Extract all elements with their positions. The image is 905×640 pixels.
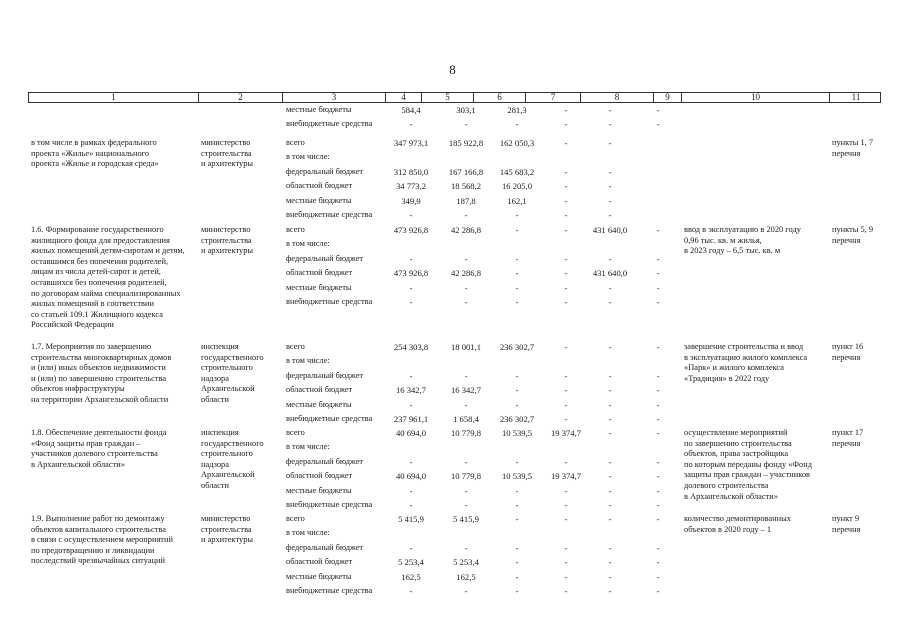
indicator-reference: пункт 17 перечня	[832, 428, 864, 448]
amount-c4: 473 926,8	[393, 268, 429, 279]
amount-c4: 5 415,9	[398, 514, 424, 524]
amount-c6: 145 683,2	[499, 166, 535, 177]
amount-c6: -	[515, 282, 519, 293]
amount-c5: -	[464, 297, 468, 307]
expected-result: ввод в эксплуатацию в 2020 году 0,96 тыс. кв. м жилья, в 2023 году – 6,5 тыс. кв. м	[684, 225, 801, 256]
amount-c6: -	[515, 119, 519, 130]
amount-c9: -	[656, 485, 660, 496]
activity-name: 1.7. Мероприятия по завершению строительства многоквартирных домов и (или) иных объектов недвижимости и (или) по завершению строительства объектов инфраструктуры на территории Архангельской области	[31, 342, 172, 404]
indicator-reference: пункт 16 перечня	[832, 342, 864, 362]
amount-c5: -	[464, 210, 468, 220]
funding-source-label: в том числе:	[286, 239, 330, 249]
amount-c4: 473 926,8	[393, 225, 429, 235]
funding-source-label: внебюджетные средства	[286, 119, 373, 129]
header-col-4: 4	[386, 93, 422, 102]
amount-c6: -	[515, 370, 519, 381]
amount-c9: -	[656, 500, 660, 510]
amount-c4: -	[409, 586, 413, 596]
amount-c8: -	[608, 399, 612, 410]
amount-c5: 5 415,9	[453, 514, 479, 524]
amount-c8: -	[608, 282, 612, 293]
amount-c7: -	[564, 557, 568, 568]
amount-c7: -	[564, 138, 568, 148]
expected-result: завершение строительства и ввод в эксплуатацию жилого комплекса «Парк» и жилого комплекса «Традиция» в 2022 году	[684, 342, 808, 383]
amount-c5: 187,8	[456, 195, 476, 206]
amount-c8: -	[608, 297, 612, 307]
funding-source-label: в том числе:	[286, 356, 330, 366]
amount-c8: -	[608, 138, 612, 148]
amount-c7: -	[564, 456, 568, 467]
amount-c9: -	[656, 557, 660, 568]
amount-c4: 40 694,0	[395, 428, 427, 438]
funding-source-label: всего	[286, 514, 305, 523]
funding-source-label: местные бюджеты	[286, 571, 352, 581]
amount-c6: 10 539,5	[501, 428, 533, 438]
amount-c4: 347 973,1	[393, 138, 429, 148]
amount-c9: -	[656, 542, 660, 553]
amount-c9: -	[656, 119, 660, 130]
amount-c8: -	[608, 181, 612, 192]
amount-c5: 42 286,8	[450, 268, 482, 279]
amount-c7: -	[564, 485, 568, 496]
amount-c5: 1 658,4	[453, 414, 479, 424]
amount-c7: -	[564, 181, 568, 192]
amount-c5: -	[464, 456, 468, 467]
amount-c8: -	[608, 414, 612, 424]
amount-c4: 5 253,4	[398, 557, 424, 568]
amount-c6: 10 539,5	[501, 471, 533, 482]
amount-c8: -	[608, 385, 612, 396]
activity-name: 1.9. Выполнение работ по демонтажу объектов капитального строительства в связи с осуществлением мероприятий по предотвращению и ликвидации последствий чрезвычайных ситуаций	[31, 514, 173, 566]
funding-source-label: областной бюджет	[286, 385, 353, 395]
amount-c5: 10 779,8	[450, 428, 482, 438]
amount-c8: -	[608, 485, 612, 496]
amount-c4: -	[409, 500, 413, 510]
amount-c4: -	[409, 485, 413, 496]
amount-c4: -	[409, 119, 413, 130]
amount-c9: -	[656, 370, 660, 381]
amount-c6: -	[515, 557, 519, 568]
header-col-5: 5	[422, 93, 474, 102]
amount-c8: -	[608, 542, 612, 553]
funding-source-label: всего	[286, 342, 305, 351]
amount-c8: -	[608, 471, 612, 482]
amount-c5: 18 568,2	[450, 181, 482, 192]
amount-c9: -	[656, 514, 660, 524]
amount-c5: -	[464, 542, 468, 553]
amount-c9: -	[656, 571, 660, 582]
amount-c7: -	[564, 225, 568, 235]
header-col-8: 8	[581, 93, 654, 102]
amount-c5: 185 922,8	[448, 138, 484, 148]
amount-c9: -	[656, 399, 660, 410]
amount-c7: -	[564, 385, 568, 396]
amount-c6: -	[515, 542, 519, 553]
amount-c6: -	[515, 297, 519, 307]
funding-source-label: федеральный бюджет	[286, 253, 364, 263]
funding-source-label: местные бюджеты	[286, 282, 352, 292]
amount-c5: 162,5	[456, 571, 476, 582]
amount-c6: 162,1	[507, 195, 527, 206]
amount-c7: -	[564, 268, 568, 279]
amount-c5: 10 779,8	[450, 471, 482, 482]
header-col-9: 9	[654, 93, 682, 102]
amount-c4: -	[409, 297, 413, 307]
amount-c5: -	[464, 119, 468, 130]
amount-c7: -	[564, 210, 568, 220]
amount-c8: -	[608, 253, 612, 264]
funding-source-label: в том числе:	[286, 528, 330, 538]
amount-c8: -	[608, 428, 612, 438]
amount-c4: 34 773,2	[395, 181, 427, 192]
funding-source-label: местные бюджеты	[286, 399, 352, 409]
amount-c9: -	[656, 471, 660, 482]
funding-source-label: федеральный бюджет	[286, 166, 364, 176]
amount-c4: 162,5	[401, 571, 421, 582]
amount-c7: 19 374,7	[550, 471, 582, 482]
amount-c7: -	[564, 282, 568, 293]
amount-c4: -	[409, 253, 413, 264]
amount-c6: -	[515, 500, 519, 510]
funding-source-label: всего	[286, 428, 305, 437]
amount-c7: 19 374,7	[550, 428, 582, 438]
amount-c8: -	[608, 342, 612, 352]
funding-source-label: всего	[286, 138, 305, 147]
amount-c9: -	[656, 225, 660, 235]
responsible-executor: инспекция государственного строительного надзора Архангельской области	[201, 428, 264, 490]
page-number: 8	[449, 62, 456, 77]
funding-source-label: внебюджетные средства	[286, 297, 373, 306]
amount-c7: -	[564, 500, 568, 510]
amount-c7: -	[564, 514, 568, 524]
amount-c9: -	[656, 297, 660, 307]
amount-c8: -	[608, 557, 612, 568]
amount-c6: -	[515, 514, 519, 524]
funding-source-label: областной бюджет	[286, 557, 353, 567]
amount-c5: 167 166,8	[448, 166, 484, 177]
amount-c6: -	[515, 399, 519, 410]
amount-c4: 584,4	[401, 105, 421, 115]
header-col-3: 3	[283, 93, 386, 102]
amount-c8: -	[608, 514, 612, 524]
amount-c9: -	[656, 268, 660, 279]
amount-c7: -	[564, 370, 568, 381]
indicator-reference: пункт 9 перечня	[832, 514, 861, 534]
amount-c6: 162 050,3	[499, 138, 535, 148]
amount-c8: -	[608, 119, 612, 130]
funding-source-label: областной бюджет	[286, 471, 353, 481]
amount-c6: -	[515, 225, 519, 235]
expected-result: осуществление мероприятий по завершению строительства объектов, права застройщика по которым переданы фонду «Фонд защиты прав граждан – участников долевого строительства в Архангельской области»	[684, 428, 812, 501]
amount-c4: -	[409, 399, 413, 410]
funding-source-label: внебюджетные средства	[286, 500, 373, 509]
amount-c8: -	[608, 586, 612, 596]
amount-c4: -	[409, 456, 413, 467]
amount-c4: -	[409, 210, 413, 220]
expected-result: количество демонтированных объектов в 2020 году – 1	[684, 514, 791, 534]
header-col-10: 10	[682, 93, 830, 102]
amount-c4: -	[409, 542, 413, 553]
amount-c6: 281,3	[507, 105, 527, 115]
activity-name: 1.6. Формирование государственного жилищного фонда для предоставления жилых помещений детям-сиротам и детям, оставшимся без попечения родителей, лицам из числа детей-сирот и детей, оставшихся без попечения родителей, по договорам найма специализированных жилых помещений в соответствии со статьей 109.1 Жилищного кодекса Российской Федерации	[31, 225, 185, 330]
funding-source-label: внебюджетные средства	[286, 414, 373, 423]
funding-source-label: областной бюджет	[286, 268, 353, 278]
amount-c4: 16 342,7	[395, 385, 427, 396]
amount-c9: -	[656, 105, 660, 115]
amount-c7: -	[564, 571, 568, 582]
amount-c6: -	[515, 210, 519, 220]
amount-c9: -	[656, 253, 660, 264]
funding-source-label: внебюджетные средства	[286, 210, 373, 219]
amount-c6: -	[515, 571, 519, 582]
funding-source-label: местные бюджеты	[286, 105, 352, 114]
funding-source-label: в том числе:	[286, 152, 330, 162]
amount-c8: -	[608, 210, 612, 220]
funding-source-label: местные бюджеты	[286, 485, 352, 495]
amount-c7: -	[564, 195, 568, 206]
responsible-executor: министерство строительства и архитектуры	[201, 138, 254, 169]
responsible-executor: инспекция государственного строительного надзора Архангельской области	[201, 342, 264, 404]
funding-source-label: федеральный бюджет	[286, 370, 364, 380]
amount-c6: -	[515, 253, 519, 264]
header-col-2: 2	[199, 93, 283, 102]
amount-c8: -	[608, 370, 612, 381]
funding-source-label: федеральный бюджет	[286, 456, 364, 466]
amount-c8: -	[608, 500, 612, 510]
amount-c6: 236 302,7	[499, 414, 535, 424]
amount-c5: -	[464, 586, 468, 596]
amount-c9: -	[656, 428, 660, 438]
funding-source-label: федеральный бюджет	[286, 542, 364, 552]
amount-c7: -	[564, 586, 568, 596]
activity-name: в том числе в рамках федерального проекта «Жилье» национального проекта «Жилье и городская среда»	[31, 138, 159, 169]
amount-c9: -	[656, 385, 660, 396]
amount-c5: -	[464, 500, 468, 510]
amount-c5: 42 286,8	[450, 225, 482, 235]
header-col-1: 1	[29, 93, 199, 102]
amount-c6: -	[515, 456, 519, 467]
amount-c5: 303,1	[456, 105, 476, 115]
amount-c5: 18 001,1	[450, 342, 482, 352]
column-number-header	[28, 92, 881, 103]
amount-c4: 312 850,0	[393, 166, 429, 177]
funding-source-label: в том числе:	[286, 442, 330, 452]
amount-c6: 236 302,7	[499, 342, 535, 352]
amount-c5: 5 253,4	[453, 557, 479, 568]
funding-source-label: всего	[286, 225, 305, 234]
responsible-executor: министерство строительства и архитектуры	[201, 514, 254, 545]
amount-c5: -	[464, 485, 468, 496]
amount-c8: -	[608, 195, 612, 206]
amount-c7: -	[564, 166, 568, 177]
header-col-6: 6	[474, 93, 526, 102]
amount-c5: 16 342,7	[450, 385, 482, 396]
amount-c5: -	[464, 370, 468, 381]
amount-c8: -	[608, 456, 612, 467]
amount-c8: -	[608, 166, 612, 177]
amount-c7: -	[564, 105, 568, 115]
responsible-executor: министерство строительства и архитектуры	[201, 225, 254, 256]
amount-c6: -	[515, 586, 519, 596]
amount-c9: -	[656, 414, 660, 424]
indicator-reference: пункты 5, 9 перечня	[832, 225, 874, 245]
amount-c8: 431 640,0	[592, 225, 628, 235]
amount-c4: 254 303,8	[393, 342, 429, 352]
amount-c9: -	[656, 342, 660, 352]
header-col-11: 11	[851, 92, 861, 102]
amount-c8: -	[608, 105, 612, 115]
indicator-reference: пункты 1, 7 перечня	[832, 138, 874, 158]
amount-c6: -	[515, 485, 519, 496]
amount-c8: -	[608, 571, 612, 582]
amount-c6: -	[515, 385, 519, 396]
amount-c7: -	[564, 253, 568, 264]
amount-c7: -	[564, 119, 568, 130]
amount-c4: -	[409, 370, 413, 381]
amount-c5: -	[464, 253, 468, 264]
amount-c7: -	[564, 414, 568, 424]
amount-c7: -	[564, 297, 568, 307]
activity-name: 1.8. Обеспечение деятельности фонда «Фонд защиты прав граждан – участников долевого строительства в Архангельской области»	[31, 428, 167, 469]
amount-c9: -	[656, 456, 660, 467]
funding-source-label: внебюджетные средства	[286, 586, 373, 595]
amount-c5: -	[464, 399, 468, 410]
amount-c8: 431 640,0	[592, 268, 628, 279]
amount-c4: 237 961,1	[393, 414, 429, 424]
amount-c9: -	[656, 586, 660, 596]
funding-source-label: областной бюджет	[286, 181, 353, 191]
amount-c7: -	[564, 399, 568, 410]
header-col-7: 7	[526, 93, 581, 102]
amount-c6: 16 205,0	[501, 181, 533, 192]
amount-c5: -	[464, 282, 468, 293]
amount-c9: -	[656, 282, 660, 293]
funding-source-label: местные бюджеты	[286, 195, 352, 205]
amount-c7: -	[564, 542, 568, 553]
amount-c4: 349,9	[401, 195, 421, 206]
budget-table	[28, 92, 881, 640]
amount-c4: 40 694,0	[395, 471, 427, 482]
amount-c4: -	[409, 282, 413, 293]
amount-c6: -	[515, 268, 519, 279]
amount-c7: -	[564, 342, 568, 352]
